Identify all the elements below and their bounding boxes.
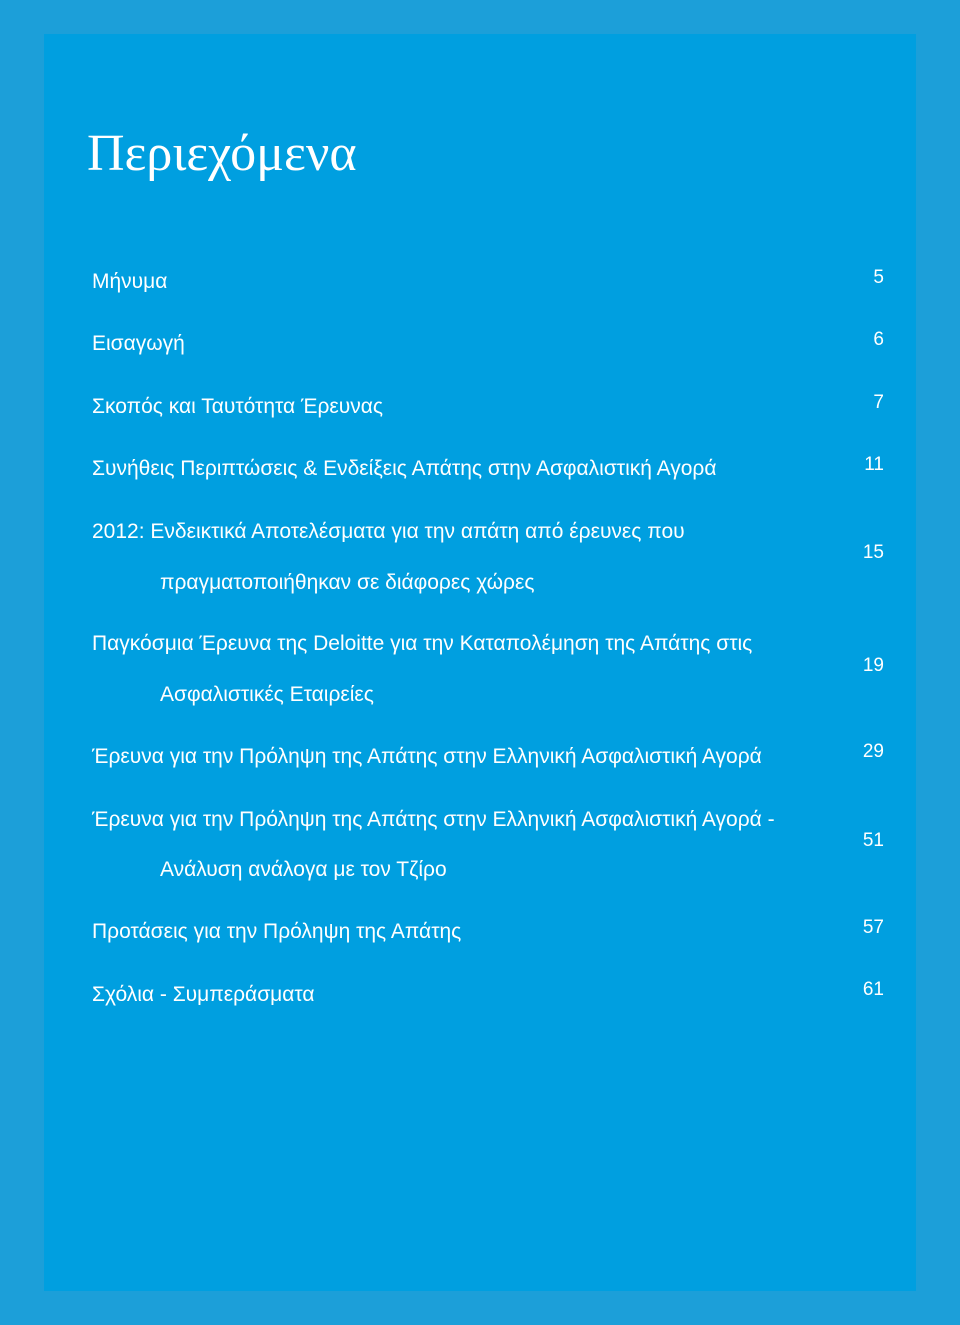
toc-entry-page: 15 <box>862 542 884 563</box>
toc-entry-page: 6 <box>873 329 884 350</box>
toc-entry-page: 5 <box>873 267 884 288</box>
toc-entry-page: 61 <box>862 979 884 1000</box>
toc-entry-label-continued: πραγματοποιήθηκαν σε διάφορες χώρες <box>160 571 535 594</box>
toc-entry-label: Μήνυμα <box>92 270 168 293</box>
toc-entry-label: Σκοπός και Ταυτότητα Έρευνας <box>92 395 384 418</box>
toc-entry-label: 2012: Ενδεικτικά Αποτελέσματα για την απάτη από έρευνες που <box>92 520 685 543</box>
toc-entry-label: Εισαγωγή <box>92 332 185 355</box>
toc-entry-label: Παγκόσμια Έρευνα της Deloitte για την Καταπολέμηση της Απάτης στις <box>92 632 753 655</box>
toc-entry-label: Σχόλια - Συμπεράσματα <box>92 983 315 1006</box>
toc-entry-label: Συνήθεις Περιπτώσεις & Ενδείξεις Απάτης στην Ασφαλιστική Αγορά <box>92 457 717 480</box>
toc-entry-label: Έρευνα για την Πρόληψη της Απάτης στην Ελληνική Ασφαλιστική Αγορά <box>92 745 762 768</box>
toc-entry-label-continued: Ασφαλιστικές Εταιρείες <box>160 683 374 706</box>
toc-entry-label-continued: Ανάλυση ανάλογα με τον Τζίρο <box>160 858 447 881</box>
toc-entry-label: Έρευνα για την Πρόληψη της Απάτης στην Ελληνική Ασφαλιστική Αγορά - <box>92 808 775 831</box>
toc-entry-page: 11 <box>864 454 884 475</box>
page-title: Περιεχόμενα <box>87 125 357 182</box>
toc-entry-label: Προτάσεις για την Πρόληψη της Απάτης <box>92 920 462 943</box>
toc-entry-page: 57 <box>862 917 884 938</box>
toc-entry-page: 29 <box>862 741 884 762</box>
toc-entry-page: 51 <box>862 830 884 851</box>
toc-entry-page: 7 <box>873 392 884 413</box>
toc-entry-page: 19 <box>862 655 884 676</box>
